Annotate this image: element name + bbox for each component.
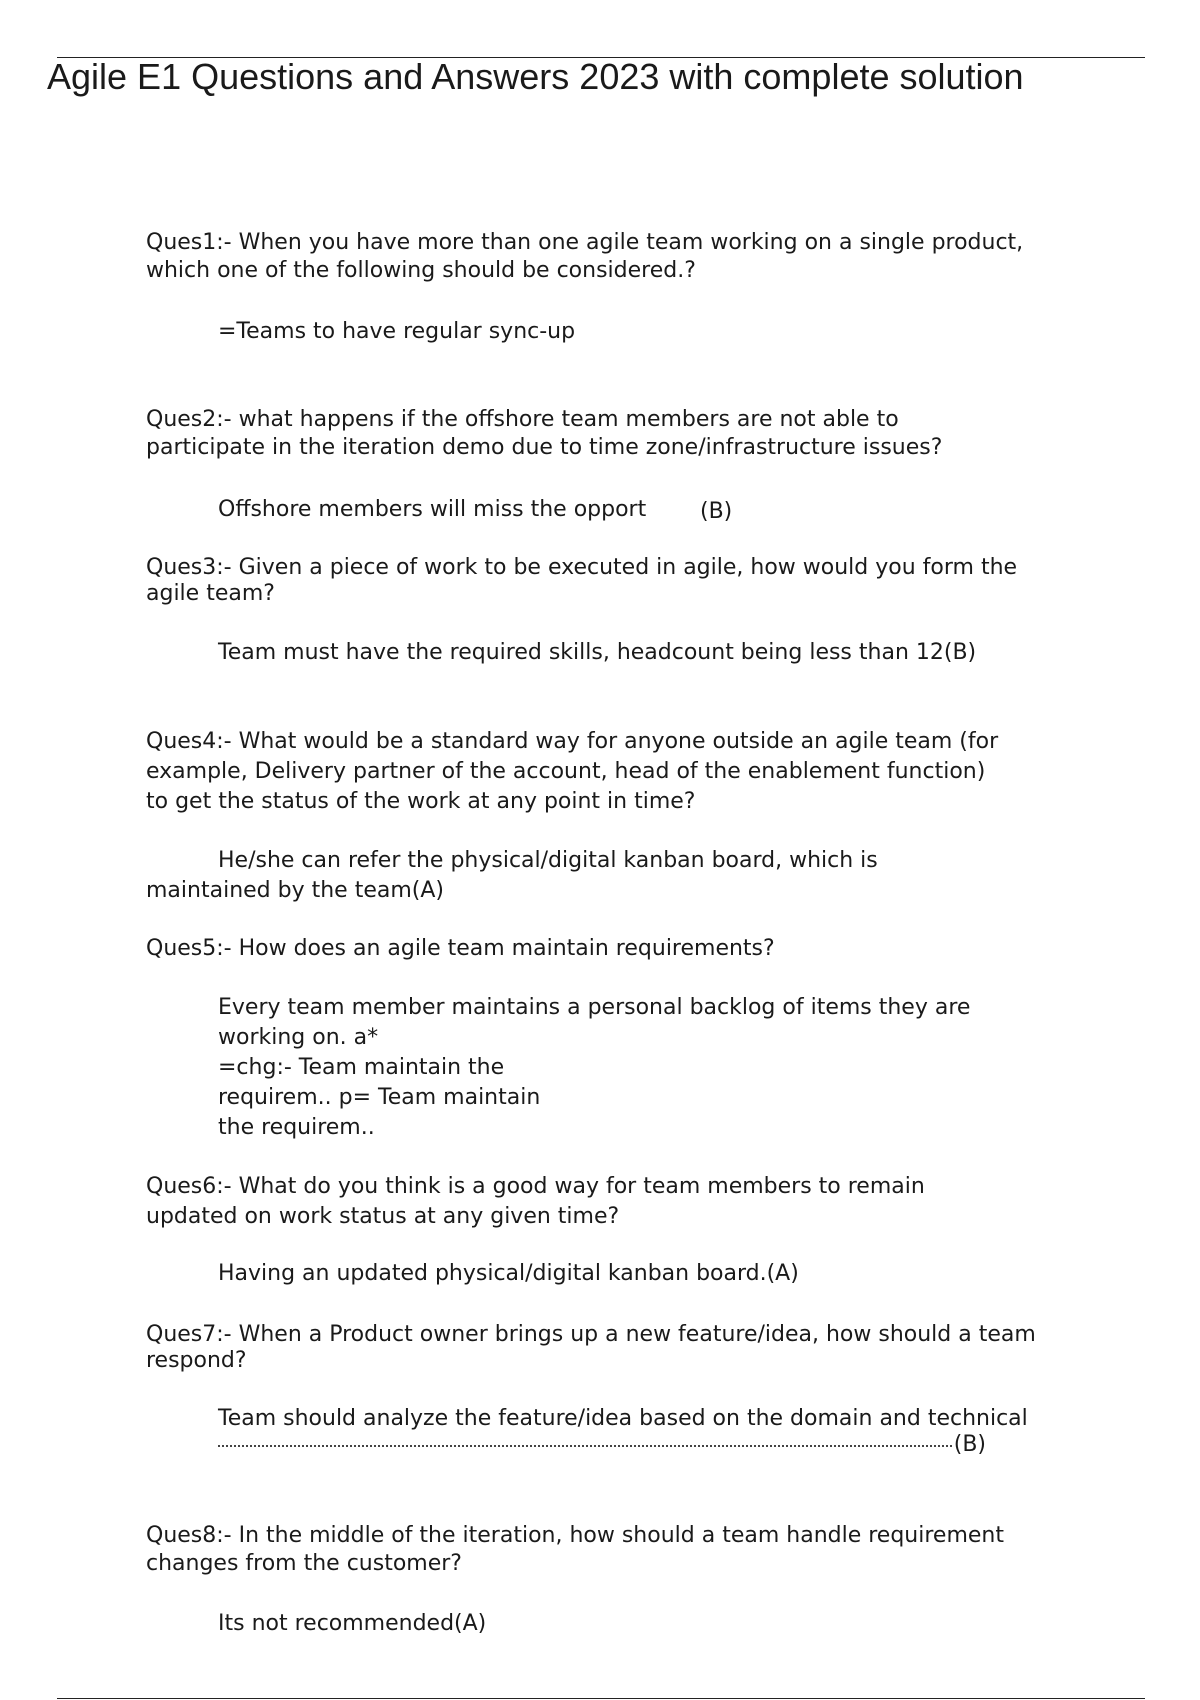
answer-8: Its not recommended(A)	[218, 1611, 487, 1636]
answer-7-line-1: Team should analyze the feature/idea based on the domain and technical	[218, 1406, 1028, 1431]
answer-5-line-5: the requirem..	[218, 1115, 375, 1140]
question-1-line-2: which one of the following should be considered.?	[146, 258, 696, 283]
answer-1: =Teams to have regular sync-up	[218, 319, 576, 344]
answer-4	[146, 846, 878, 906]
question-2-line-1: Ques2:- what happens if the offshore team members are not able to	[146, 407, 899, 432]
answer-7-letter: (B)	[953, 1432, 986, 1457]
question-7-line-2: respond?	[146, 1348, 247, 1373]
question-8-line-2: changes from the customer?	[146, 1551, 462, 1576]
question-5: Ques5:- How does an agile team maintain requirements?	[146, 936, 775, 961]
answer-2-letter: (B)	[700, 499, 733, 524]
question-1	[146, 229, 1023, 285]
answer-6: Having an updated physical/digital kanban board.(A)	[218, 1261, 799, 1286]
dotted-leader	[218, 1445, 952, 1447]
answer-2: Offshore members will miss the opport	[218, 497, 647, 522]
question-3-line-1: Ques3:- Given a piece of work to be executed in agile, how would you form the	[146, 555, 1018, 580]
answer-7-line-2	[218, 1432, 986, 1458]
question-2	[146, 406, 942, 462]
bottom-rule	[57, 1698, 1145, 1699]
question-3-line-2: agile team?	[146, 581, 275, 606]
question-6-line-2: updated on work status at any given time?	[146, 1204, 620, 1229]
question-1-line-1: Ques1:- When you have more than one agile team working on a single product,	[146, 230, 1024, 255]
answer-4-line-1: He/she can refer the physical/digital kanban board, which is	[218, 848, 878, 873]
question-6	[146, 1172, 925, 1232]
document-title: Agile E1 Questions and Answers 2023 with complete solution	[47, 56, 1024, 97]
question-2-line-2: participate in the iteration demo due to time zone/infrastructure issues?	[146, 435, 943, 460]
question-8-line-1: Ques8:- In the middle of the iteration, how should a team handle requirement	[146, 1523, 1004, 1548]
answer-5-line-3: =chg:- Team maintain the	[218, 1055, 505, 1080]
answer-5-line-2: working on. a*	[218, 1025, 379, 1050]
question-7-line-1: Ques7:- When a Product owner brings up a new feature/idea, how should a team	[146, 1322, 1036, 1347]
question-4-line-1: Ques4:- What would be a standard way for anyone outside an agile team (for	[146, 729, 999, 754]
question-4-line-2: example, Delivery partner of the account, head of the enablement function)	[146, 759, 986, 784]
question-6-line-1: Ques6:- What do you think is a good way for team members to remain	[146, 1174, 925, 1199]
question-3	[146, 555, 1017, 607]
answer-7	[218, 1406, 1028, 1458]
answer-3: Team must have the required skills, headcount being less than 12(B)	[218, 640, 977, 665]
answer-5-line-1: Every team member maintains a personal backlog of items they are	[218, 995, 971, 1020]
answer-5	[218, 993, 970, 1143]
question-7	[146, 1322, 1036, 1374]
question-8	[146, 1522, 1004, 1578]
question-4	[146, 727, 998, 817]
answer-4-line-2: maintained by the team(A)	[146, 878, 444, 903]
question-4-line-3: to get the status of the work at any point in time?	[146, 789, 696, 814]
answer-5-line-4: requirem.. p= Team maintain	[218, 1085, 541, 1110]
